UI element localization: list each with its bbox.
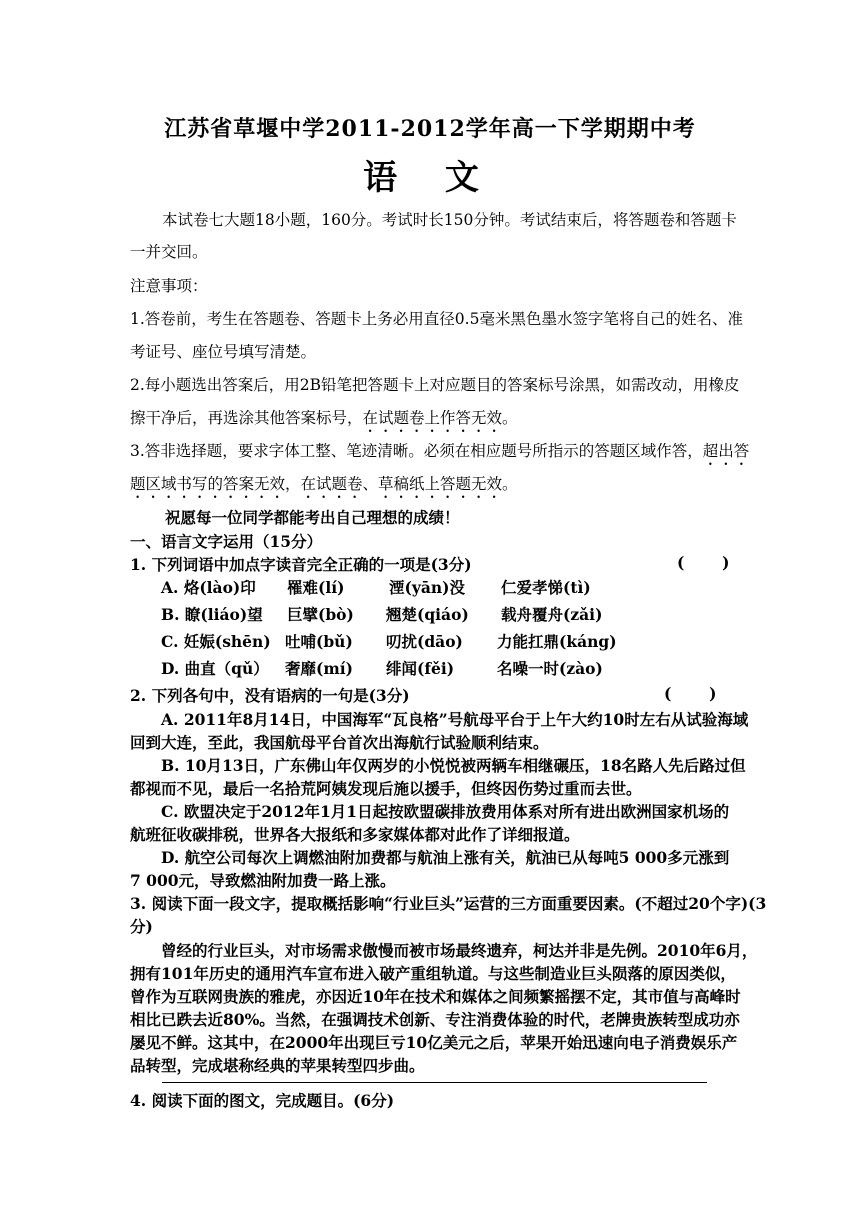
q1-d-2: 奢靡(mí): [285, 659, 353, 678]
q1-c-2: 吐哺(bǔ): [285, 632, 353, 651]
q3-passage-line-4: 相比已跌去近80%。当然，在强调技术创新、专注消费体验的时代，老牌贵族转型成功亦: [130, 1010, 740, 1029]
q1-b-2: 巨擘(bò): [287, 605, 354, 624]
q3-answer-line[interactable]: [162, 1082, 707, 1083]
q2-stem: 2. 下列各句中，没有语病的一句是(3分): [130, 686, 410, 705]
intro-line-2: 一并交回。: [130, 243, 208, 261]
q1-stem: 1. 下列词语中加点字读音完全正确的一项是(3分): [130, 555, 472, 574]
q1-d-3: 绯闻(fěi): [386, 659, 455, 678]
q1-answer-bracket: ( ): [677, 553, 730, 572]
subject-title: 语 文: [363, 158, 497, 198]
q2-a-line-2: 回到大连，至此，我国航母平台首次出海航行试验顺利结束。: [130, 733, 549, 752]
notice-2b: 擦干净后，再选涂其他答案标号，在试题卷上作答无效。: [130, 409, 518, 427]
q1-a-1: A. 烙(lào)印: [161, 578, 256, 597]
q2-d-line-1: D. 航空公司每次上调燃油附加费都与航油上涨有关，航油已从每吨5 000多元涨到: [161, 848, 730, 867]
q1-d-4: 名噪一时(zào): [497, 659, 603, 678]
notice-1b: 考证号、座位号填写清楚。: [130, 343, 317, 361]
q4-stem: 4. 阅读下面的图文，完成题目。(6分): [130, 1091, 395, 1110]
q1-a-3: 湮(yān)没: [389, 578, 465, 597]
q1-c-3: 叨扰(dāo): [386, 632, 463, 651]
q2-c-line-2: 航班征收碳排税，世界各大报纸和多家媒体都对此作了详细报道。: [130, 825, 580, 844]
q1-c-4: 力能扛鼎(káng): [497, 632, 617, 651]
q3-stem-line-2: 分): [130, 917, 153, 936]
q3-passage-line-5: 屡见不鲜。这其中，在2000年出现巨亏10亿美元之后，苹果开始迅速向电子消费娱乐产: [130, 1033, 738, 1052]
notice-2a: 2.每小题选出答案后，用2B铅笔把答题卡上对应题目的答案标号涂黑，如需改动，用橡皮: [130, 376, 740, 394]
notice-1a: 1.答卷前，考生在答题卷、答题卡上务必用直径0.5毫米黑色墨水签字笔将自己的姓名、准: [130, 310, 743, 328]
exam-title: 江苏省草堰中学2011-2012学年高一下学期期中考: [164, 116, 696, 142]
wish-line: 祝愿每一位同学都能考出自己理想的成绩！: [165, 508, 460, 527]
q1-b-4: 载舟覆舟(zǎi): [501, 605, 603, 624]
q1-d-1: D. 曲直（qǔ）: [161, 659, 269, 678]
q1-a-2: 罹难(lí): [287, 578, 345, 597]
intro-line-1: 本试卷七大题18小题，160分。考试时长150分钟。考试结束后，将答题卷和答题卡: [162, 211, 737, 229]
q2-a-line-1: A. 2011年8月14日，中国海军“瓦良格”号航母平台于上午大约10时左右从试验海域: [161, 710, 749, 729]
q1-c-1: C. 妊娠(shēn): [161, 632, 271, 651]
q3-passage-line-1: 曾经的行业巨头，对市场需求傲慢而被市场最终遗弃，柯达并非是先例。2010年6月，: [161, 941, 758, 960]
q3-stem-line-1: 3. 阅读下面一段文字，提取概括影响“行业巨头”运营的三方面重要因素。(不超过20个字)(3: [130, 894, 767, 913]
q1-b-3: 翘楚(qiáo): [386, 605, 469, 624]
section-1-heading: 一、语言文字运用（15分）: [130, 532, 323, 551]
q2-b-line-1: B. 10月13日，广东佛山年仅两岁的小悦悦被两辆车相继碾压，18名路人先后路过但: [161, 756, 746, 775]
q2-d-line-2: 7 000元，导致燃油附加费一路上涨。: [130, 871, 396, 890]
notice-3b: 题区域书写的答案无效，在试题卷、草稿纸上答题无效。: [130, 475, 518, 493]
q1-b-1: B. 瞭(liáo)望: [161, 605, 263, 624]
q2-b-line-2: 都视而不见，最后一名拾荒阿姨发现后施以援手，但终因伤势过重而去世。: [130, 779, 642, 798]
q3-passage-line-3: 曾作为互联网贵族的雅虎，亦因近10年在技术和媒体之间频繁摇摆不定，其市值与高峰时: [130, 987, 741, 1006]
q3-passage-line-2: 拥有101年历史的通用汽车宣布进入破产重组轨道。与这些制造业巨头陨落的原因类似，: [130, 964, 736, 983]
q3-passage-line-6: 品转型，完成堪称经典的苹果转型四步曲。: [130, 1056, 425, 1075]
q2-answer-bracket: ( ): [664, 684, 717, 703]
q2-c-line-1: C. 欧盟决定于2012年1月1日起按欧盟碳排放费用体系对所有进出欧洲国家机场的: [161, 802, 730, 821]
q1-a-4: 仁爱孝悌(tì): [501, 578, 591, 597]
notice-heading: 注意事项：: [130, 277, 208, 295]
notice-3a: 3.答非选择题，要求字体工整、笔迹清晰。必须在相应题号所指示的答题区域作答，超出答: [130, 442, 750, 460]
